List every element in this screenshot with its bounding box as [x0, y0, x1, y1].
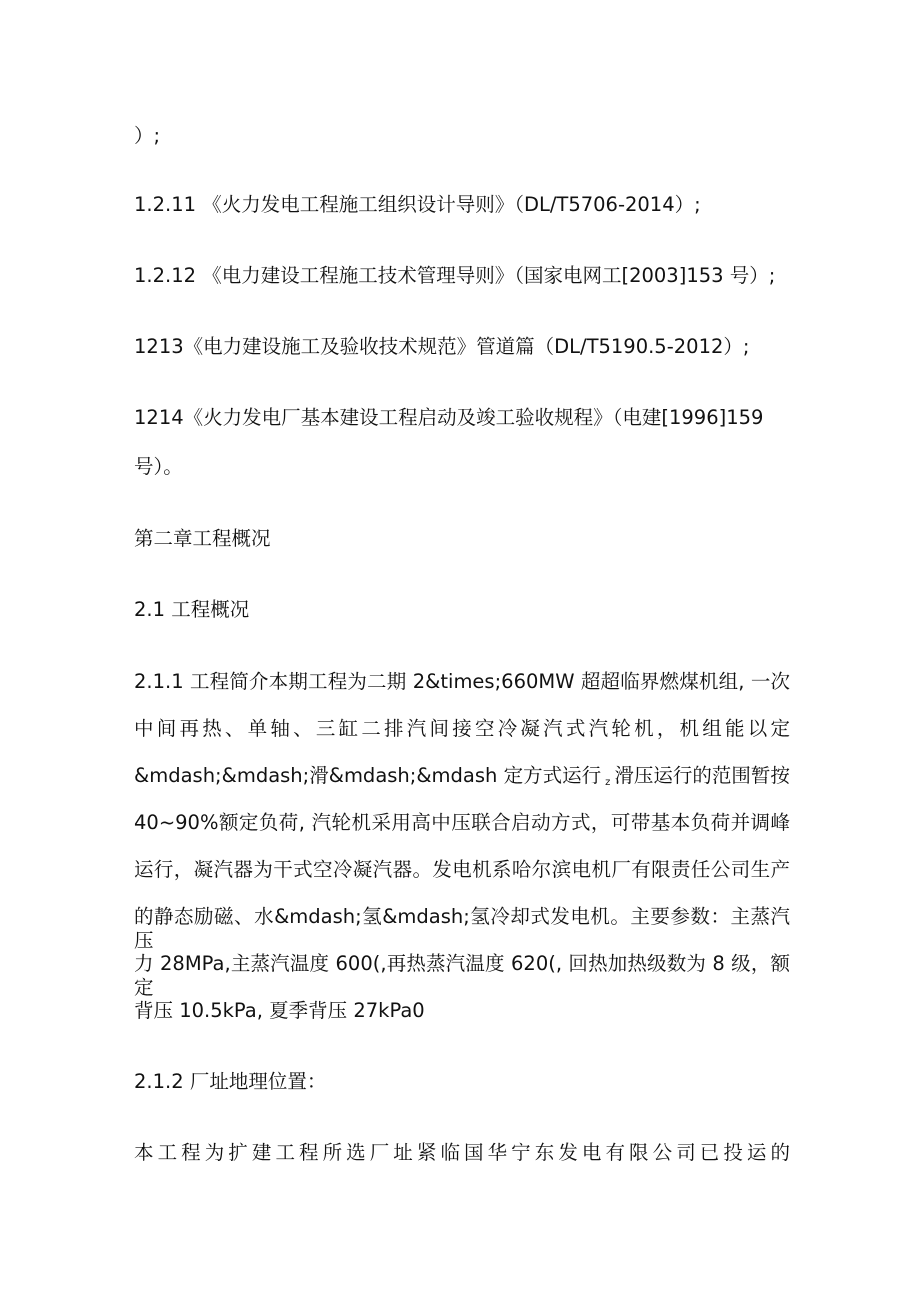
ref-1-2-12: 1.2.12 《电力建设工程施工技术管理导则》（国家电网工[2003]153 号）;: [134, 264, 776, 287]
paragraph-line: 力 28MPa,主蒸汽温度 600(,再热蒸汽温度 620(, 回热加热级数为 8 级，额定: [134, 952, 790, 999]
text-line-fragment: ）;: [134, 124, 161, 147]
paragraph-line: 背压 10.5kPa, 夏季背压 27kPa0: [134, 999, 425, 1022]
ref-1-2-11: 1.2.11 《火力发电工程施工组织设计导则》（DL/T5706-2014）;: [134, 193, 701, 216]
paragraph-line: [134, 764, 790, 795]
paragraph-line-part: &mdash;&mdash;滑&mdash;&mdash 定方式运行: [134, 764, 602, 787]
paragraph-line: 运行，凝汽器为干式空冷凝汽器。发电机系哈尔滨电机厂有限责任公司生产: [134, 858, 790, 881]
ref-1214: 1214《火力发电厂基本建设工程启动及竣工验收规程》（电建[1996]159: [134, 406, 764, 429]
paragraph-line-part: 滑压运行的范围暂按: [614, 764, 790, 787]
paragraph-line: 40~90%额定负荷, 汽轮机采用高中压联合启动方式，可带基本负荷并调峰: [134, 811, 790, 834]
ref-1213: 1213《电力建设施工及验收技术规范》管道篇（DL/T5190.5-2012）;: [134, 335, 750, 358]
chapter-heading: 第二章工程概况: [134, 527, 271, 550]
section-heading: 2.1.2 厂址地理位置：: [134, 1070, 327, 1093]
paragraph-line: 中间再热、单轴、三缸二排汽间接空冷凝汽式汽轮机，机组能以定: [134, 717, 790, 740]
paragraph-line: 本工程为扩建工程所选厂址紧临国华宁东发电有限公司已投运的: [134, 1141, 790, 1164]
paragraph-line: 2.1.1 工程简介本期工程为二期 2&times;660MW 超超临界燃煤机组, 一次: [134, 670, 790, 693]
subscript-mark: z: [605, 777, 611, 788]
section-heading: 2.1 工程概况: [134, 598, 250, 621]
ref-1214-continued: 号）。: [134, 455, 183, 478]
paragraph-line: 的静态励磁、水&mdash;氢&mdash;氢冷却式发电机。主要参数：主蒸汽压: [134, 905, 790, 952]
